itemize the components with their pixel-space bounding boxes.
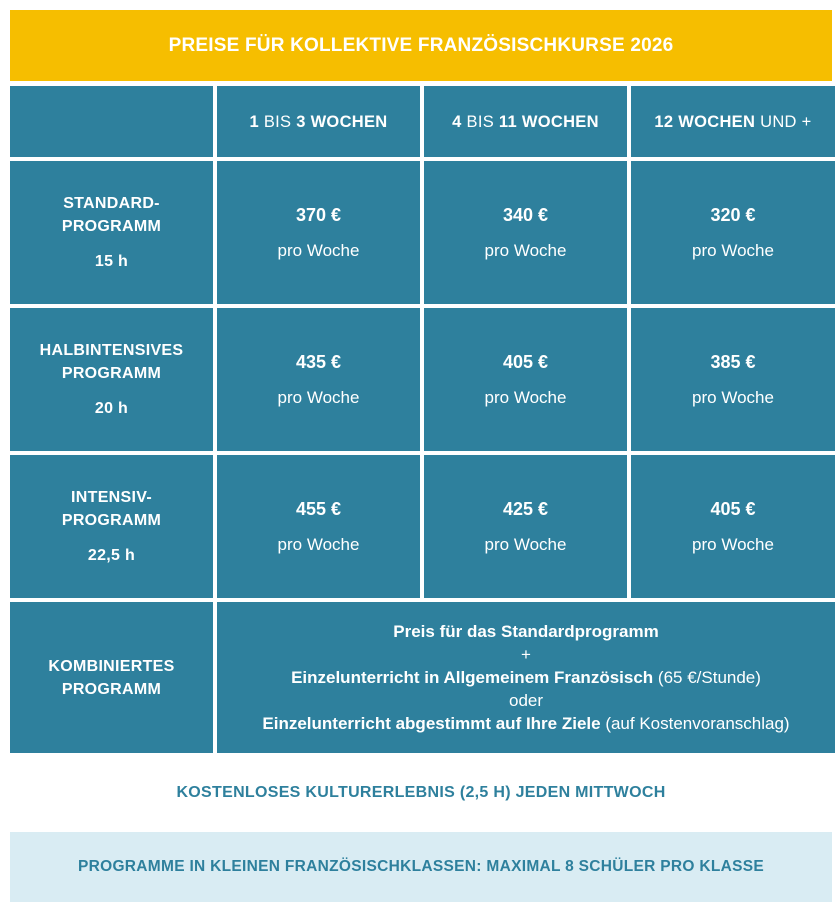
price-value: 370 €: [295, 204, 342, 225]
price-cell: [217, 308, 420, 451]
price-table: [10, 86, 832, 753]
price-unit: pro Woche: [692, 240, 774, 260]
col-header-unit: 3 WOCHEN: [296, 112, 388, 131]
combined-line-1: Preis für das Standardprogramm: [393, 622, 659, 641]
row-label-line: HALBINTENSIVES: [39, 342, 184, 359]
price-cell: [631, 455, 835, 598]
price-unit: pro Woche: [692, 387, 774, 407]
culture-notice: KOSTENLOSES KULTURERLEBNIS (2,5 H) JEDEN MITTWOCH: [10, 758, 832, 828]
price-cell: [217, 161, 420, 304]
combined-or: oder: [508, 691, 544, 710]
row-label-halbintensiv: [10, 308, 213, 451]
class-size-notice: PROGRAMME IN KLEINEN FRANZÖSISCHKLASSEN: MAXIMAL 8 SCHÜLER PRO KLASSE: [10, 832, 832, 902]
row-label-line: PROGRAMM: [61, 365, 162, 382]
price-unit: pro Woche: [277, 240, 360, 260]
row-hours: 15 h: [94, 253, 129, 270]
row-label-line: PROGRAMM: [61, 680, 162, 698]
price-cell: [217, 455, 420, 598]
price-value: 455 €: [295, 498, 342, 519]
col-header-4-11-weeks: [424, 86, 627, 157]
col-header-mid: BIS: [258, 112, 297, 131]
price-cell: [631, 308, 835, 451]
row-label-line: PROGRAMM: [61, 218, 162, 235]
combined-line-3: Einzelunterricht abgestimmt auf Ihre Ziele: [262, 714, 601, 733]
price-unit: pro Woche: [484, 240, 567, 260]
price-value: 435 €: [295, 351, 342, 372]
row-label-line: PROGRAMM: [61, 512, 162, 529]
col-header-mid: BIS: [461, 112, 499, 131]
price-unit: pro Woche: [484, 534, 567, 554]
price-value: 425 €: [502, 498, 549, 519]
col-header-unit: 12 WOCHEN: [654, 112, 756, 131]
row-label-line: INTENSIV-: [71, 489, 152, 506]
price-cell: [631, 161, 835, 304]
row-hours: 22,5 h: [87, 547, 136, 564]
col-header-1-3-weeks: [217, 86, 420, 157]
header-empty-cell: [10, 86, 213, 157]
price-value: 340 €: [502, 204, 549, 225]
row-label-line: KOMBINIERTES: [48, 657, 175, 675]
combined-line-3-note: (auf Kostenvoranschlag): [600, 714, 790, 733]
price-value: 385 €: [710, 351, 756, 372]
col-header-num: 1: [249, 112, 259, 131]
price-value: 320 €: [710, 204, 756, 225]
combined-line-2-note: (65 €/Stunde): [653, 668, 761, 687]
combined-description: [217, 602, 835, 753]
price-cell: [424, 161, 627, 304]
combined-line-2: Einzelunterricht in Allgemeinem Französisch: [291, 668, 654, 687]
price-value: 405 €: [502, 351, 549, 372]
price-unit: pro Woche: [277, 387, 360, 407]
col-header-unit: 11 WOCHEN: [498, 112, 599, 131]
price-cell: [424, 308, 627, 451]
row-hours: 20 h: [94, 400, 129, 417]
combined-plus: +: [521, 645, 531, 664]
row-label-line: STANDARD-: [63, 195, 160, 212]
row-label-standard: [10, 161, 213, 304]
col-header-12-weeks-plus: [631, 86, 835, 157]
col-header-num: 4: [452, 112, 462, 131]
row-label-intensiv: [10, 455, 213, 598]
price-unit: pro Woche: [277, 534, 360, 554]
col-header-mid: UND +: [755, 112, 812, 131]
row-label-kombiniert: [10, 602, 213, 753]
price-value: 405 €: [710, 498, 756, 519]
price-unit: pro Woche: [484, 387, 567, 407]
price-unit: pro Woche: [692, 534, 774, 554]
page-title: PREISE FÜR KOLLEKTIVE FRANZÖSISCHKURSE 2026: [10, 10, 832, 81]
price-cell: [424, 455, 627, 598]
